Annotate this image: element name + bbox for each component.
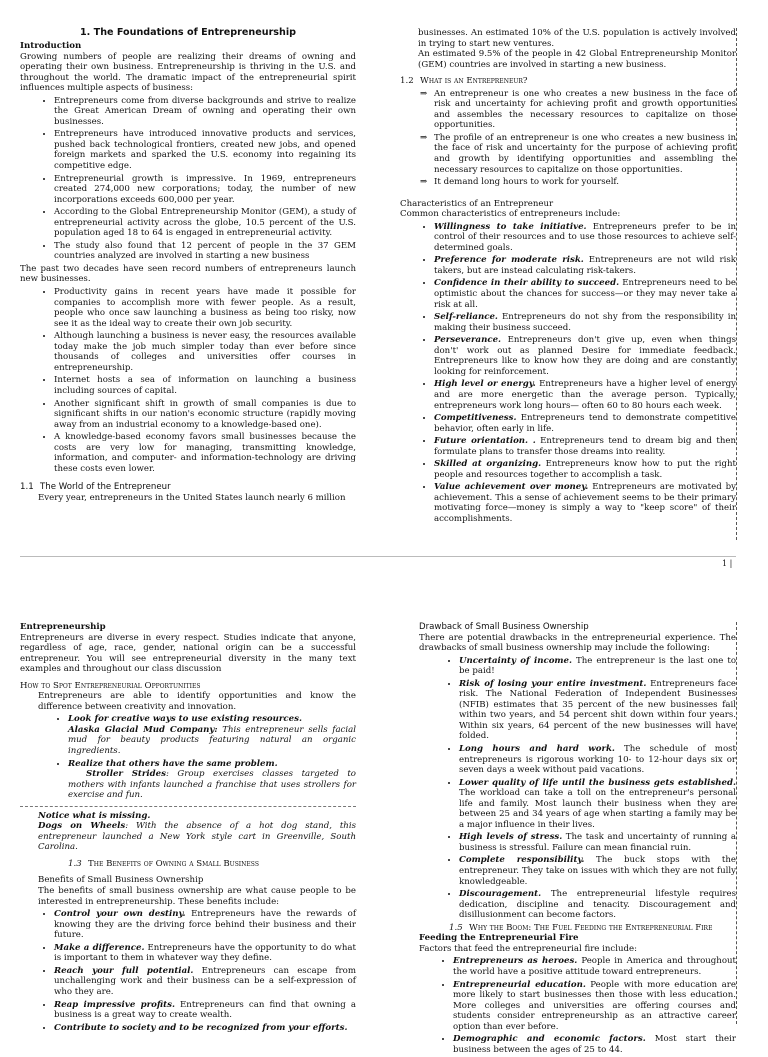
list-item: • Self-reliance. Entrepreneurs do not shy from the responsibility in making their business succeed. — [434, 312, 736, 333]
list-item: • Demographic and economic factors. Most start their business between the ages of 25 to 44. — [453, 1034, 736, 1055]
section-title: The Benefits of Owning a Small Business — [88, 858, 259, 869]
feeding-heading: Feeding the Entrepreneurial Fire — [419, 933, 579, 944]
drawbacks-list — [419, 656, 736, 921]
list-item: • Entrepreneurs have introduced innovative products and services, pushed back technological frontiers, created new jobs, and opened foreign markets and sparked the U.S. economy into regaining its competitive edge. — [54, 129, 356, 171]
list-item: • A knowledge-based economy favors small businesses because the costs are very low for managing, transmitting knowledge, information, and computer- and information-technology are driving these costs even lower. — [54, 432, 356, 474]
characteristics-heading: Characteristics of an Entrepreneur — [400, 198, 554, 209]
drawback-text: There are potential drawbacks in the entrepreneurial experience. The drawbacks of small business ownership may include the following: — [419, 632, 736, 654]
list-item: • Preference for moderate risk. Entrepreneurs are not wild risk takers, but are instead calculating risk-takers. — [434, 255, 736, 276]
list-item: • Uncertainty of income. The entrepreneur is the last one to be paid! — [459, 656, 736, 677]
section-number: 1.2 — [400, 76, 414, 87]
definition-list — [400, 89, 736, 188]
list-item: • Future orientation. . Entrepreneurs tend to dream big and then formulate plans to transfer those dreams into reality. — [434, 436, 736, 457]
section-1-1-heading — [20, 482, 356, 493]
section-1-3-heading — [20, 859, 356, 870]
page1-right-column — [400, 28, 736, 527]
list-item: • High level or energy. Entrepreneurs have a higher level of energy and are more energetic than the average person. Typically, entrepreneurs work long hours— often 60 to 80 hours each week. — [434, 379, 736, 411]
list-item: • According to the Global Entrepreneurship Monitor (GEM), a study of entrepreneurial activity across the globe, 10.5 percent of the U.S. population aged 18 to 64 is engaged in entrepreneurial activity. — [54, 207, 356, 239]
list-item: • High levels of stress. The task and uncertainty of running a business is stressful. Failure can mean financial ruin. — [459, 832, 736, 853]
dotted-separator — [20, 806, 356, 807]
list-item: • Willingness to take initiative. Entrepreneurs prefer to be in control of their resources and to use those resources to achieve self-determined goals. — [434, 222, 736, 254]
column-divider — [736, 622, 737, 1024]
factors-list — [419, 956, 736, 1055]
feeding-text: Factors that feed the entrepreneurial fire include: — [419, 943, 637, 954]
list-item: • Although launching a business is never easy, the resources available today make the job much simpler today than ever before since thousands of colleges and universities offer courses in entrepreneurship. — [54, 331, 356, 373]
intro-text: Growing numbers of people are realizing their dreams of owning and operating their own business. Entrepreneurship is thriving in the U.S. and throughout the world. The dramatic impact of the entrepreneurial spirit influences multiple aspects of business: — [20, 51, 356, 94]
section-1-5-heading — [419, 923, 736, 934]
list-item: ⇒ An entrepreneur is one who creates a new business in the face of risk and uncertainty for achieving profit and growth opportunities and assembles the necessary resources to capitalize on those opportunities. — [420, 89, 736, 131]
list-item: • Long hours and hard work. The schedule of most entrepreneurs is rigorous working 10- to 12-hour days six or seven days a week without paid vacations. — [459, 744, 736, 776]
list-item: • Entrepreneurs as heroes. People in America and throughout the world have a positive attitude toward entrepreneurs. — [453, 956, 736, 977]
page1-left-column — [20, 27, 356, 503]
entrepreneurship-text: Entrepreneurs are diverse in every respect. Studies indicate that anyone, regardless of age, race, gender, national origin can be a successful entrepreneur. You will see entrepreneurial diversity in the many text examples and throughout our class discussion — [20, 632, 356, 675]
list-item: • Skilled at organizing. Entrepreneurs know how to put the right people and resources together to accomplish a task. — [434, 459, 736, 480]
page-number: 1 | — [722, 559, 733, 568]
page2-left-column — [20, 622, 356, 1035]
characteristics-list — [400, 222, 736, 525]
list-item: • Lower quality of life until the business gets established. The workload can take a toll on the entrepreneur's personal life and family. Most launch their business when they are between 25 and 34 years of age when starting a family may be a major influence in their lives. — [459, 778, 736, 831]
list-item: • Productivity gains in recent years have made it possible for companies to accomplish more with fewer people. As a result, people who once saw launching a business as being too risky, now see it as the ideal way to create their own job security. — [54, 287, 356, 329]
drawback-heading: Drawback of Small Business Ownership — [419, 622, 589, 632]
opportunities-text: Entrepreneurs are able to identify opportunities and know the difference between creativity and innovation. — [38, 691, 356, 712]
characteristics-intro: Common characteristics of entrepreneurs include: — [400, 209, 621, 220]
list-item: • Entrepreneurial growth is impressive. In 1969, entrepreneurs created 274,000 new corporations; today, the number of new incorporations exceeds 600,000 per year. — [54, 174, 356, 206]
past-decades-text: The past two decades have seen record numbers of entrepreneurs launch new businesses. — [20, 263, 356, 285]
section-title: Why the Boom: The Fuel Feeding the Entrepreneurial Fire — [469, 922, 713, 933]
list-item: • Discouragement. The entrepreneurial lifestyle requires dedication, discipline and tenacity. Discouragement and disillusionment can become factors. — [459, 889, 736, 921]
section-1-1-text: Every year, entrepreneurs in the United States launch nearly 6 million — [38, 492, 346, 503]
list-item: • Make a difference. Entrepreneurs have the opportunity to do what is important to them in whatever way they define. — [54, 943, 356, 964]
list-item: • Perseverance. Entrepreneurs don't give up, even when things don't' work out as planned Desire for immediate feedback. Entrepreneurs like to know how they are doing and are constantly looking for reinforcement. — [434, 335, 736, 377]
list-item: • Complete responsibility. The buck stops with the entrepreneur. They take on issues with which they are not fully knowledgeable. — [459, 855, 736, 887]
intro-heading: Introduction — [20, 41, 82, 51]
list-item: • Reap impressive profits. Entrepreneurs can find that owning a business is a great way to create wealth. — [54, 1000, 356, 1021]
section-1-2-heading — [400, 76, 736, 87]
list-item: • Value achievement over money. Entrepreneurs are motivated by achievement. This a sense of achievement seems to be their primary motivating force—money is simply a way to "keep score" of their accomplishments. — [434, 482, 736, 524]
chapter-title: 1. The Foundations of Entrepreneurship — [80, 27, 296, 38]
list-item: • Another significant shift in growth of small companies is due to significant shifts in our nation's economic structure (rapidly moving away from an industrial economy to a knowledge-based one). — [54, 399, 356, 431]
section-title: What is an Entrepreneur? — [420, 76, 528, 87]
section-number: 1.3 — [68, 858, 82, 869]
section-number: 1.1 — [20, 482, 34, 493]
document-page-2 — [0, 612, 768, 1055]
list-item: • Look for creative ways to use existing resources. Alaska Glacial Mud Company: This entrepreneur sells facial mud for beauty products featuring natural an organic ingredients. — [68, 714, 356, 756]
continued-text: businesses. An estimated 10% of the U.S. population is actively involved in trying to start new ventures. — [418, 28, 736, 49]
opportunities-heading: How to Spot Entrepreneurial Opportunities — [20, 680, 201, 691]
list-item: • Internet hosts a sea of information on launching a business including sources of capital. — [54, 375, 356, 396]
benefits-list — [20, 909, 356, 1033]
section-number: 1.5 — [449, 922, 463, 933]
column-divider — [736, 28, 737, 540]
list-item: • Confidence in their ability to succeed. Entrepreneurs need to be optimistic about the chances for success—or they may never take a risk at all. — [434, 278, 736, 310]
entrepreneurship-heading: Entrepreneurship — [20, 622, 106, 632]
list-item: • Control your own destiny. Entrepreneurs have the rewards of knowing they are the driving force behind their business and their future. — [54, 909, 356, 941]
gem-text: An estimated 9.5% of the people in 42 Global Entrepreneurship Monitor (GEM) countries are involved in starting a new business. — [418, 49, 736, 70]
list-item: • The study also found that 12 percent of people in the 37 GEM countries analyzed are involved in starting a new business — [54, 241, 356, 262]
opportunities-list — [20, 714, 356, 800]
list-item: • Contribute to society and to be recognized from your efforts. — [54, 1023, 356, 1034]
footer-rule — [20, 556, 736, 557]
benefits-text: The benefits of small business ownership are what cause people to be interested in entrepreneurship. These benefits include: — [38, 886, 356, 907]
list-item: • Competitiveness. Entrepreneurs tend to demonstrate competitive behavior, often early in life. — [434, 413, 736, 434]
dogs-on-wheels-example: Dogs on Wheels: With the absence of a hot dog stand, this entrepreneur launched a New York style cart in Greenville, South Carolina. — [38, 821, 356, 853]
notice-missing: Notice what is missing. — [38, 810, 151, 821]
intro-bullet-list — [20, 96, 356, 262]
page2-right-column — [419, 622, 736, 1057]
benefits-heading: Benefits of Small Business Ownership — [38, 875, 204, 886]
list-item: ⇒ It demand long hours to work for yourself. — [420, 177, 736, 188]
growth-bullet-list — [20, 287, 356, 474]
list-item: • Realize that others have the same problem. Stroller Strides: Group exercises classes targeted to mothers with infants launched a franchise that uses strollers for exercise and fun. — [68, 759, 356, 801]
section-title: The World of the Entrepreneur — [40, 482, 171, 493]
list-item: • Reach your full potential. Entrepreneurs can escape from unchallenging work and their business can be a self-expression of who they are. — [54, 966, 356, 998]
list-item: • Risk of losing your entire investment. Entrepreneurs face risk. The National Federation of Independent Businesses (NFIB) estimates that 35 percent of the new businesses fail within two years, and 54 percent shit down within four years. Within six years, 64 percent of the new businesses will have folded. — [459, 679, 736, 742]
list-item: • Entrepreneurs come from diverse backgrounds and strive to realize the Great American Dream of owning and operating their own businesses. — [54, 96, 356, 128]
list-item: • Entrepreneurial education. People with more education are more likely to start businesses then those with less education. More colleges and universities are offering courses and students consider entrepreneurship as an attractive career option than ever before. — [453, 980, 736, 1033]
list-item: ⇒ The profile of an entrepreneur is one who creates a new business in the face of risk and uncertainty for the purpose of achieving profit and growth by identifying opportunities and assembling the necessary resources to capitalize on those opportunities. — [420, 133, 736, 175]
